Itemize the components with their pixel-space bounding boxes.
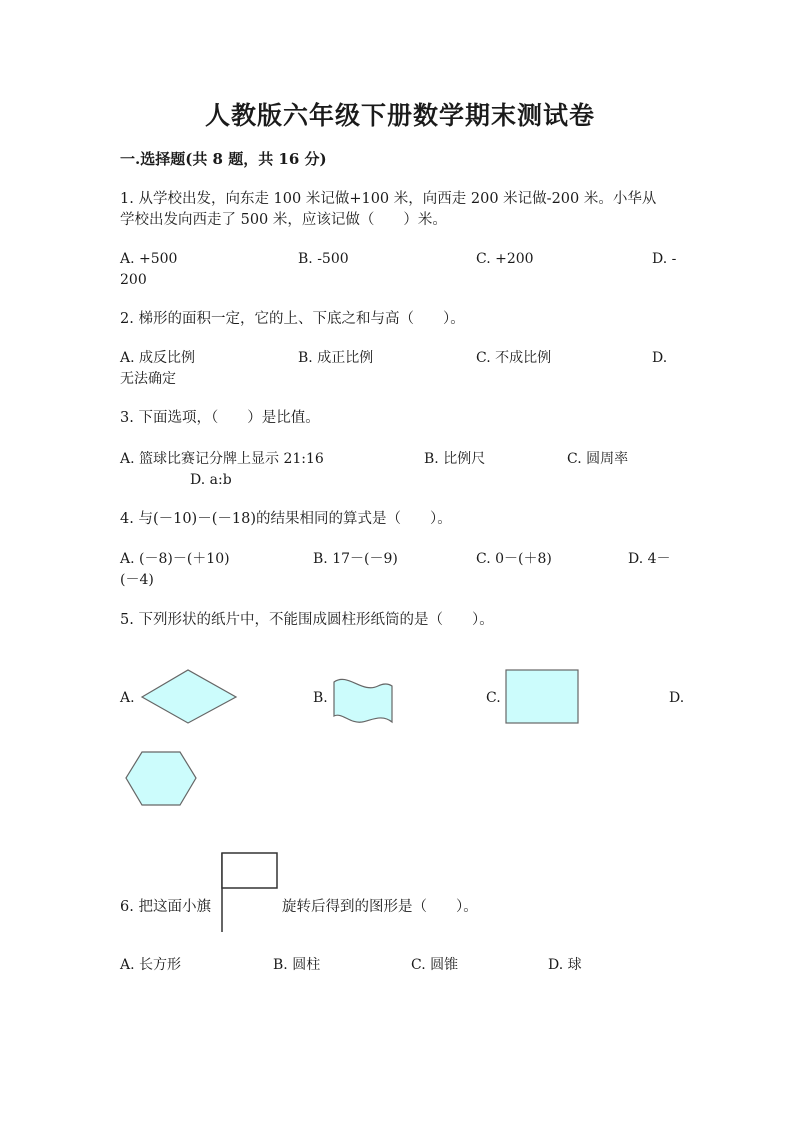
question-6-stem-after: 旋转后得到的图形是（ ）。 xyxy=(282,899,478,915)
hexagon-shape-icon xyxy=(124,750,200,808)
question-1-option-c[interactable]: C. +200 xyxy=(476,251,534,267)
question-1-option-d-cont: 200 xyxy=(120,272,147,288)
section-heading: 一.选择题(共 8 题，共 16 分) xyxy=(120,150,327,168)
rhombus-shape-icon xyxy=(140,668,240,726)
question-6-stem-before: 6. 把这面小旗 xyxy=(120,899,211,915)
question-4-option-b[interactable]: B. 17－(－9) xyxy=(313,551,398,567)
question-1-stem-line2: 学校出发向西走了 500 米，应该记做（ ）米。 xyxy=(120,212,447,228)
question-3-stem: 3. 下面选项，（ ）是比值。 xyxy=(120,410,320,426)
question-4-stem: 4. 与(－10)－(－18)的结果相同的算式是（ ）。 xyxy=(120,511,452,527)
question-5-option-c[interactable]: C. xyxy=(486,690,501,706)
wavy-flag-shape-icon xyxy=(332,676,396,726)
question-5-option-d[interactable]: D. xyxy=(669,690,685,706)
question-4-option-d[interactable]: D. 4－ xyxy=(628,551,671,567)
question-6-option-d[interactable]: D. 球 xyxy=(548,957,582,973)
question-6-option-c[interactable]: C. 圆锥 xyxy=(411,957,459,973)
question-6-option-b[interactable]: B. 圆柱 xyxy=(273,957,321,973)
small-flag-shape-icon xyxy=(219,852,281,934)
question-4-option-c[interactable]: C. 0－(＋8) xyxy=(476,551,552,567)
question-3-option-b[interactable]: B. 比例尺 xyxy=(424,451,486,467)
question-1-option-b[interactable]: B. -500 xyxy=(298,251,349,267)
question-2-option-c[interactable]: C. 不成比例 xyxy=(476,350,552,366)
question-2-option-d-cont: 无法确定 xyxy=(120,371,176,387)
question-5-option-a[interactable]: A. xyxy=(120,690,135,706)
question-6-option-a[interactable]: A. 长方形 xyxy=(120,957,182,973)
question-5-stem: 5. 下列形状的纸片中，不能围成圆柱形纸筒的是（ ）。 xyxy=(120,612,494,628)
question-2-option-d[interactable]: D. xyxy=(652,350,668,366)
question-4-option-a[interactable]: A. (－8)－(＋10) xyxy=(120,551,230,567)
question-1-option-a[interactable]: A. +500 xyxy=(120,251,178,267)
question-3-option-c[interactable]: C. 圆周率 xyxy=(567,451,629,467)
page-title: 人教版六年级下册数学期末测试卷 xyxy=(204,101,595,130)
question-2-option-b[interactable]: B. 成正比例 xyxy=(298,350,374,366)
question-1-stem-line1: 1. 从学校出发，向东走 100 米记做+100 米，向西走 200 米记做-200 米。小华从 xyxy=(120,191,657,207)
question-4-option-d-cont: (－4) xyxy=(120,572,154,588)
question-2-stem: 2. 梯形的面积一定，它的上、下底之和与高（ ）。 xyxy=(120,311,465,327)
rectangle-shape-icon xyxy=(505,669,580,725)
question-3-option-d[interactable]: D. a:b xyxy=(190,472,232,488)
question-3-option-a[interactable]: A. 篮球比赛记分牌上显示 21:16 xyxy=(120,451,324,467)
question-2-option-a[interactable]: A. 成反比例 xyxy=(120,350,196,366)
question-1-option-d[interactable]: D. - xyxy=(652,251,677,267)
question-5-option-b[interactable]: B. xyxy=(313,690,328,706)
